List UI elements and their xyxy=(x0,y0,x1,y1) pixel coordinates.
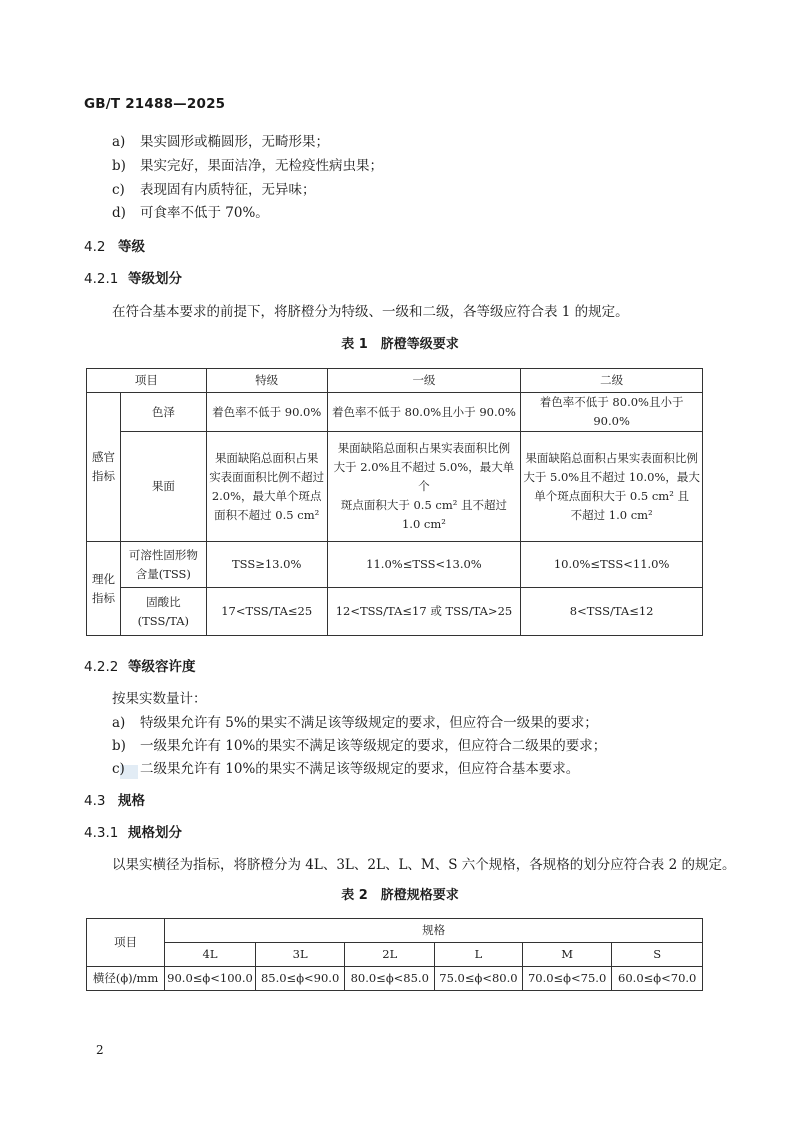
table-1-caption: 表 1 脐橙等级要求 xyxy=(341,337,459,352)
tss-first: 11.0%≤TSS<13.0% xyxy=(327,542,521,588)
size-2l-header: 2L xyxy=(345,943,435,967)
size-m-range: 70.0≤ϕ<75.0 xyxy=(522,967,612,991)
tolerance-item-b: b) 一级果允许有 10%的果实不满足该等级规定的要求，但应符合二级果的要求； xyxy=(112,738,607,754)
size-2l-range: 80.0≤ϕ<85.0 xyxy=(345,967,435,991)
size-s-header: S xyxy=(612,943,703,967)
table-2-caption: 表 2 脐橙规格要求 xyxy=(341,888,459,903)
physchem-group-label: 理化 指标 xyxy=(87,542,121,636)
table-2-item-header: 项目 xyxy=(87,919,165,967)
color-first: 着色率不低于 80.0%且小于 90.0% xyxy=(327,393,521,432)
size-4l-header: 4L xyxy=(165,943,256,967)
table-1-grade-requirements xyxy=(86,368,703,636)
section-4-3-1-paragraph: 以果实横径为指标，将脐橙分为 4L、3L、2L、L、M、S 六个规格，各规格的划分应符合表 2 的规定。 xyxy=(112,857,736,873)
size-m-header: M xyxy=(522,943,612,967)
ratio-label: 固酸比 (TSS/TA) xyxy=(120,588,206,636)
tolerance-item-a: a) 特级果允许有 5%的果实不满足该等级规定的要求，但应符合一级果的要求； xyxy=(112,715,598,731)
table-2-size-requirements xyxy=(86,918,703,991)
basic-item-c: c) 表现固有内质特征，无异味； xyxy=(112,182,316,198)
table-1-header-special: 特级 xyxy=(206,369,327,393)
size-l-header: L xyxy=(435,943,523,967)
table-1-header-item: 项目 xyxy=(87,369,207,393)
section-4-2-heading: 4.2 等级 xyxy=(84,239,145,255)
table-1-header-first: 一级 xyxy=(327,369,521,393)
surface-special: 果面缺陷总面积占果 实表面面积比例不超过 2.0%，最大单个斑点 面积不超过 0.5 cm² xyxy=(206,432,327,542)
section-4-3-heading: 4.3 规格 xyxy=(84,793,145,809)
section-4-2-2-intro: 按果实数量计： xyxy=(112,691,207,707)
table-1-header-second: 二级 xyxy=(521,369,703,393)
tolerance-item-c: c) 二级果允许有 10%的果实不满足该等级规定的要求，但应符合基本要求。 xyxy=(112,761,580,777)
ratio-first: 12<TSS/TA≤17 或 TSS/TA>25 xyxy=(327,588,521,636)
size-l-range: 75.0≤ϕ<80.0 xyxy=(435,967,523,991)
tss-second: 10.0%≤TSS<11.0% xyxy=(521,542,703,588)
ratio-second: 8<TSS/TA≤12 xyxy=(521,588,703,636)
document-header: GB/T 21488—2025 xyxy=(84,96,226,112)
ratio-special: 17<TSS/TA≤25 xyxy=(206,588,327,636)
surface-label: 果面 xyxy=(120,432,206,542)
basic-item-a: a) 果实圆形或椭圆形，无畸形果； xyxy=(112,134,329,150)
table-2-spec-header: 规格 xyxy=(165,919,703,943)
size-s-range: 60.0≤ϕ<70.0 xyxy=(612,967,703,991)
tss-label: 可溶性固形物 含量(TSS) xyxy=(120,542,206,588)
surface-second: 果面缺陷总面积占果实表面积比例 大于 5.0%且不超过 10.0%，最大 单个斑点面积大于 0.5 cm² 且 不超过 1.0 cm² xyxy=(521,432,703,542)
section-4-2-1-paragraph: 在符合基本要求的前提下，将脐橙分为特级、一级和二级，各等级应符合表 1 的规定。 xyxy=(112,304,629,320)
color-special: 着色率不低于 90.0% xyxy=(206,393,327,432)
section-4-2-2-heading: 4.2.2 等级容许度 xyxy=(84,659,196,675)
color-label: 色泽 xyxy=(120,393,206,432)
basic-item-b: b) 果实完好，果面洁净，无检疫性病虫果； xyxy=(112,158,383,174)
color-second: 着色率不低于 80.0%且小于 90.0% xyxy=(521,393,703,432)
size-3l-header: 3L xyxy=(255,943,345,967)
diameter-row-label: 横径(ϕ)/mm xyxy=(87,967,165,991)
sensory-group-label: 感官 指标 xyxy=(87,393,121,542)
surface-first: 果面缺陷总面积占果实表面积比例 大于 2.0%且不超过 5.0%，最大单个 斑点面积大于 0.5 cm² 且不超过 1.0 cm² xyxy=(327,432,521,542)
tss-special: TSS≥13.0% xyxy=(206,542,327,588)
page-number: 2 xyxy=(96,1043,104,1057)
section-4-2-1-heading: 4.2.1 等级划分 xyxy=(84,271,182,287)
size-3l-range: 85.0≤ϕ<90.0 xyxy=(255,967,345,991)
section-4-3-1-heading: 4.3.1 规格划分 xyxy=(84,825,182,841)
size-4l-range: 90.0≤ϕ<100.0 xyxy=(165,967,256,991)
basic-item-d: d) 可食率不低于 70%。 xyxy=(112,205,269,221)
